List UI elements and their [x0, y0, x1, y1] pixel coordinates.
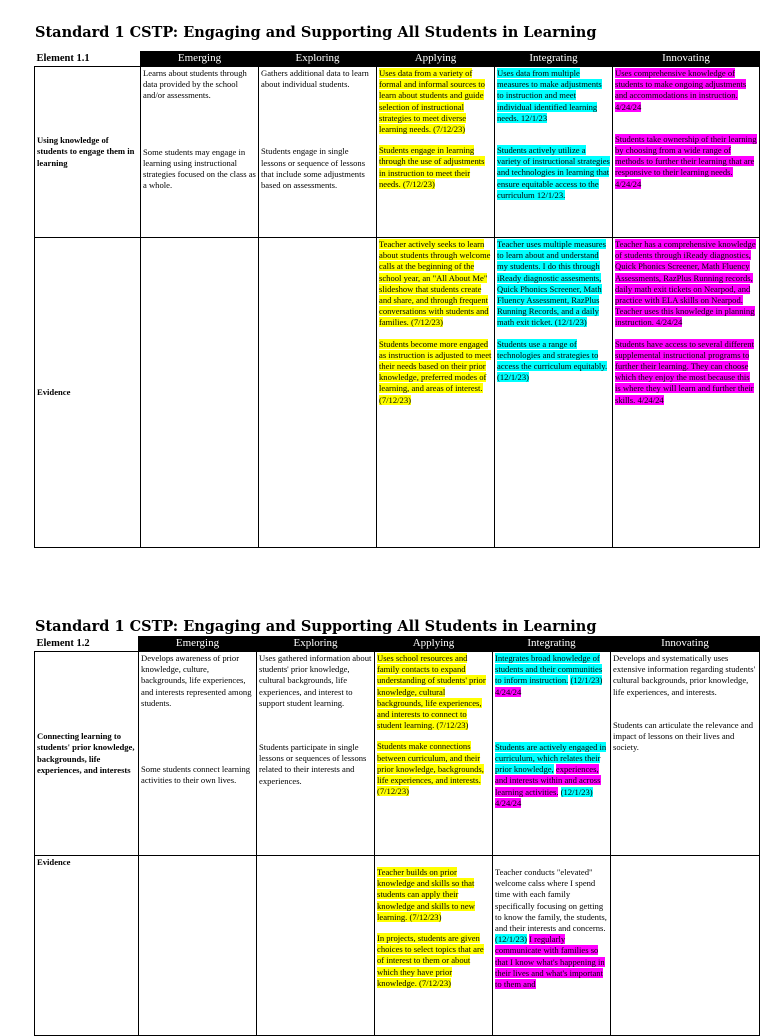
cell-emerging — [141, 67, 259, 238]
integrating-student-2: Students are actively engaged in curriculum, which relates their prior knowledge, — [495, 741, 607, 775]
rubric-table-element-1-2 — [34, 636, 760, 1036]
evidence-exploring — [259, 238, 377, 548]
evidence-innovating — [613, 238, 760, 548]
header-innovating-2: Innovating — [611, 637, 760, 652]
integrating-date-2b: 4/24/24 — [495, 686, 522, 697]
cell-innovating-2 — [611, 652, 760, 856]
header-emerging: Emerging — [141, 52, 259, 67]
integrating-student: Students actively utilize a variety of instructional strategies and technologies in learning that ensure equitable access to the curriculum 12/1/23. — [497, 145, 610, 200]
header-applying: Applying — [377, 52, 495, 67]
element-label-2: Element 1.2 — [35, 637, 139, 652]
cell-applying-2 — [375, 652, 493, 856]
header-exploring: Exploring — [259, 52, 377, 67]
innovating-student: Students take ownership of their learning by choosing from a wide range of methods to further their learning that are responsive to their learning needs. 4/24/24 — [615, 133, 757, 189]
element-label: Element 1.1 — [35, 52, 141, 67]
integrating-student-2-ext: experiences, and interests within and across learning activities. — [495, 764, 601, 797]
rubric-table-element-1-1 — [34, 51, 760, 548]
evidence-innovating-2: Students have access to several different supplemental instructional programs to further their learning. They can choose which they enjoy the most because this is where they will learn and further their skills. 4/24/24 — [615, 338, 754, 405]
emerging-student-2: Some students connect learning activities to their own lives. — [141, 764, 251, 786]
evidence-applying-2-1: Teacher builds on prior knowledge and skills so that students can apply their knowledge and skills to new learning. (7/12/23) — [377, 867, 475, 922]
evidence-integrating-2: Students use a range of technologies and strategies to access the curriculum equitably. (12/1/23) — [497, 338, 608, 383]
cell-integrating-2 — [493, 652, 611, 856]
cell-exploring — [259, 67, 377, 238]
evidence-label-2: Evidence — [35, 856, 139, 1036]
integrating-desc: Uses data from multiple measures to make adjustments to instruction and meet individual identified learning needs. 12/1/23 — [497, 68, 602, 123]
header-emerging-2: Emerging — [139, 637, 257, 652]
integrating-date-2: (12/1/23) — [570, 675, 603, 686]
evidence-integrating-2-2: I regularly communicate with families so that I know what's happening in their lives and what's important to them and — [495, 934, 605, 990]
innovating-desc-2: Develops and systematically uses extensive information regarding students' cultural backgrounds, prior knowledge, life experiences, and interests. — [613, 653, 756, 697]
row-label: Using knowledge of students to engage them in learning — [35, 67, 141, 238]
cell-integrating — [495, 67, 613, 238]
integrating-desc-2: Integrates broad knowledge of students and their communities to inform instruction. — [495, 653, 603, 686]
evidence-innovating-2 — [611, 856, 760, 1036]
applying-student: Students engage in learning through the use of adjustments in instruction to meet their needs. (7/12/23) — [379, 145, 485, 189]
cell-applying — [377, 67, 495, 238]
evidence-applying-2: Students become more engaged as instruction is adjusted to meet their needs based on their prior knowledge, preferred modes of learning, and areas of interest. (7/12/23) — [379, 338, 492, 405]
header-integrating: Integrating — [495, 52, 613, 67]
evidence-exploring-2 — [257, 856, 375, 1036]
innovating-student-2: Students can articulate the relevance and impact of lessons on their lives and society. — [613, 719, 754, 753]
evidence-emerging — [141, 238, 259, 548]
evidence-label: Evidence — [35, 238, 141, 548]
exploring-desc: Gathers additional data to learn about individual students. — [261, 68, 369, 90]
innovating-desc: Uses comprehensive knowledge of students to make ongoing adjustments and accommodations in instruction. 4/24/24 — [615, 68, 747, 112]
evidence-applying-2-2: In projects, students are given choices to select topics that are of interest to them or about which they have prior knowledge. (7/12/23) — [377, 933, 484, 988]
applying-desc-2: Uses school resources and family contacts to expand understanding of students' prior knowledge, cultural backgrounds, life experiences, and interests to connect to student learning. (7/12/23) — [377, 653, 486, 731]
header-exploring-2: Exploring — [257, 637, 375, 652]
header-applying-2: Applying — [375, 637, 493, 652]
exploring-student: Students engage in single lessons or sequence of lessons that include some adjustments based on assessments. — [261, 146, 366, 191]
evidence-integrating-2-1: Teacher conducts "elevated" welcome calss where I spend time with each family specifically focusing on getting to know the family, the students, and their interests and concerns. — [495, 867, 607, 934]
evidence-applying-2 — [375, 856, 493, 1036]
evidence-integrating-1: Teacher uses multiple measures to learn about and understand my students. I do this through iReady diagnostic assesments, Quick Phonics Screener, Math Fluency Assessment, RazPlus Running Records, and a daily math exit ticket. (12/1/23) — [497, 239, 606, 328]
emerging-desc: Learns about students through data provided by the school and/or assessments. — [143, 68, 247, 101]
row-label-2: Connecting learning to students' prior knowledge, backgrounds, life experiences, and interests — [35, 652, 139, 856]
cell-exploring-2 — [257, 652, 375, 856]
evidence-applying-1: Teacher actively seeks to learn about students through welcome calls at the beginning of the school year, an "All About Me" slideshow that students create and share, and through frequent conversations with students and families. (7/12/23) — [379, 239, 491, 328]
header-innovating: Innovating — [613, 52, 760, 67]
evidence-integrating-2-date: (12/1/23) — [495, 934, 527, 945]
standard-title-2: Standard 1 CSTP: Engaging and Supporting All Students in Learning — [35, 618, 597, 635]
evidence-integrating-2 — [493, 856, 611, 1036]
header-integrating-2: Integrating — [493, 637, 611, 652]
emerging-student: Some students may engage in learning using instructional strategies focused on the class as a whole. — [143, 146, 256, 191]
applying-student-2: Students make connections between curriculum, and their prior knowledge, backgrounds, life experiences, and interests. (7/12/23) — [377, 741, 484, 797]
cell-innovating — [613, 67, 760, 238]
cell-emerging-2 — [139, 652, 257, 856]
evidence-innovating-1: Teacher has a comprehensive knowledge of students through iReady diagnostics, Quick Phonics Screener, Math Fluency Assessments, RazPlus Running records, daily math exit tickets on Nearpod, and practice with ELA skills on Nearpod. Teacher uses this knowledge in planning instruction. 4/24/24 — [615, 239, 756, 328]
evidence-applying — [377, 238, 495, 548]
standard-title: Standard 1 CSTP: Engaging and Supporting All Students in Learning — [35, 24, 597, 41]
integrating-student-date: (12/1/23) — [560, 786, 593, 797]
evidence-integrating — [495, 238, 613, 548]
integrating-student-date-b: 4/24/24 — [495, 797, 522, 808]
exploring-desc-2: Uses gathered information about students' prior knowledge, cultural backgrounds, life experiences, and interest to support student learning. — [259, 653, 372, 708]
exploring-student-2: Students participate in single lessons or sequences of lessons related to their interests and experiences. — [259, 742, 367, 786]
emerging-desc-2: Develops awareness of prior knowledge, culture, backgrounds, life experiences, and interests represented among students. — [141, 653, 252, 708]
applying-desc: Uses data from a variety of formal and informal sources to learn about students and guide selection of instructional strategies to meet diverse learning needs. (7/12/23) — [379, 68, 485, 135]
evidence-emerging-2 — [139, 856, 257, 1036]
